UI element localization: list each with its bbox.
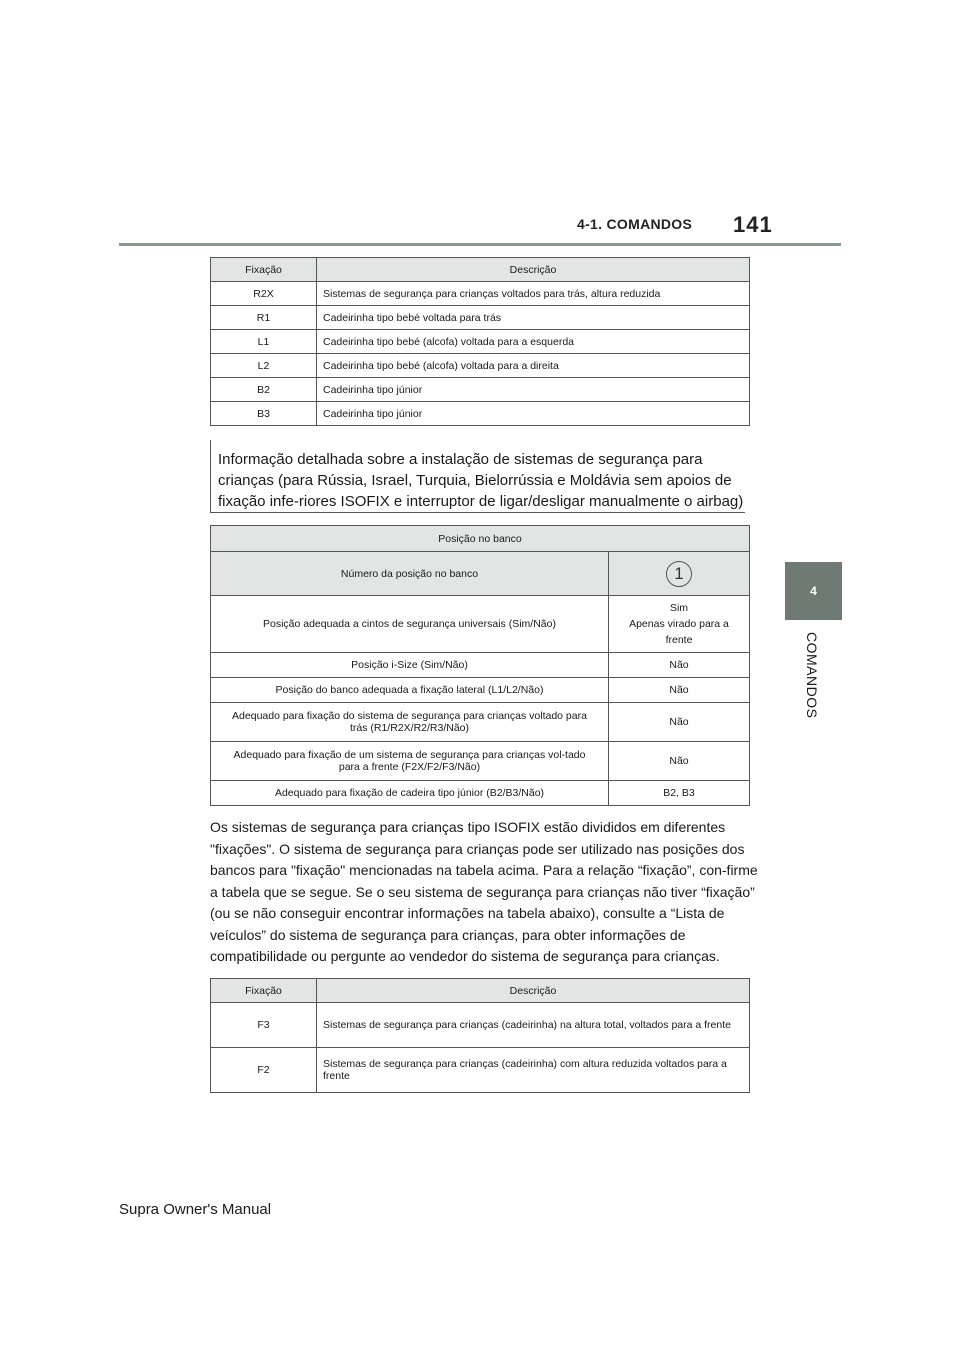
- criterion-label: Posição do banco adequada a fixação lateral (L1/L2/Não): [211, 678, 609, 703]
- fixation-description: Sistemas de segurança para crianças (cadeirinha) na altura total, voltados para a frente: [317, 1003, 750, 1048]
- table-row: [211, 402, 750, 426]
- table-row: [211, 330, 750, 354]
- criterion-label: Adequado para fixação de cadeira tipo júnior (B2/B3/Não): [211, 781, 609, 806]
- fixation-description: Cadeirinha tipo júnior: [317, 402, 750, 426]
- table-row: [211, 653, 750, 678]
- chapter-number: 4: [810, 584, 817, 598]
- value-line: Sim: [669, 602, 689, 614]
- criterion-value: Não: [609, 703, 750, 742]
- column-header: Descrição: [317, 979, 750, 1003]
- fixation-code: B2: [211, 378, 317, 402]
- criterion-label: Adequado para fixação do sistema de segurança para crianças voltado para trás (R1/R2X/R2/R3/Não): [211, 703, 609, 742]
- fixation-description: Cadeirinha tipo bebé (alcofa) voltada para a direita: [317, 354, 750, 378]
- footer-manual-title: Supra Owner's Manual: [119, 1201, 272, 1218]
- table-row: [211, 781, 750, 806]
- criterion-label: Adequado para fixação de um sistema de segurança para crianças vol-tado para a frente (F2X/F2/F3/Não): [211, 742, 609, 781]
- fixation-code: F2: [211, 1048, 317, 1093]
- seat-number-badge: 1: [666, 561, 692, 587]
- fixation-code: R1: [211, 306, 317, 330]
- table-row: [211, 742, 750, 781]
- table-title-row: [211, 526, 750, 552]
- table-row: [211, 306, 750, 330]
- criterion-value: [609, 596, 750, 653]
- table-header-row: [211, 979, 750, 1003]
- page-number: 141: [733, 212, 773, 237]
- fixation-description: Sistemas de segurança para crianças voltados para trás, altura reduzida: [317, 282, 750, 306]
- fixation-description: Cadeirinha tipo bebé voltada para trás: [317, 306, 750, 330]
- table-row: [211, 1048, 750, 1093]
- chapter-label: COMANDOS: [804, 632, 820, 719]
- seat-number-cell: [609, 552, 750, 596]
- criterion-value: Não: [609, 742, 750, 781]
- installation-note: Informação detalhada sobre a instalação de sistemas de segurança para crianças (para Rússia, Israel, Turquia, Bielorrússia e Moldávia sem apoios de fixação infe-riores ISOFIX e interruptor de ligar/desligar manualmente o airbag): [210, 440, 745, 513]
- criterion-label: Posição adequada a cintos de segurança universais (Sim/Não): [211, 596, 609, 653]
- fixation-description: Cadeirinha tipo júnior: [317, 378, 750, 402]
- table-header-row: [211, 258, 750, 282]
- fixation-code: B3: [211, 402, 317, 426]
- fixation-table: [210, 978, 750, 1093]
- criterion-value: B2, B3: [609, 781, 750, 806]
- fixation-description: Cadeirinha tipo bebé (alcofa) voltada para a esquerda: [317, 330, 750, 354]
- column-header: Fixação: [211, 979, 317, 1003]
- criterion-value: Não: [609, 653, 750, 678]
- table-row: [211, 596, 750, 653]
- table-row: [211, 282, 750, 306]
- criterion-value: Não: [609, 678, 750, 703]
- fixation-table: [210, 257, 750, 426]
- chapter-tab: [785, 562, 842, 620]
- table-row: [211, 703, 750, 742]
- section-title: 4-1. COMANDOS: [577, 216, 693, 232]
- seat-position-table: [210, 525, 750, 806]
- column-header: Fixação: [211, 258, 317, 282]
- seat-number-row: [211, 552, 750, 596]
- table-row: [211, 1003, 750, 1048]
- fixation-description: Sistemas de segurança para crianças (cadeirinha) com altura reduzida voltados para a frente: [317, 1048, 750, 1093]
- fixation-code: R2X: [211, 282, 317, 306]
- body-paragraph: Os sistemas de segurança para crianças tipo ISOFIX estão divididos em diferentes "fixações". O sistema de segurança para crianças pode ser utilizado nas posições dos bancos para "fixação" mencionadas na tabela acima. Para a relação “fixação”, con-firme a tabela que se segue. Se o seu sistema de segurança para crianças não tiver “fixação” (ou se não conseguir encontrar informações na tabela abaixo), consulte a “Lista de veículos” do sistema de segurança para crianças, para obter informações de compatibilidade ou pergunte ao vendedor do sistema de segurança para crianças.: [210, 819, 758, 964]
- fixation-code: F3: [211, 1003, 317, 1048]
- fixation-code: L1: [211, 330, 317, 354]
- column-header: Descrição: [317, 258, 750, 282]
- table-row: [211, 354, 750, 378]
- criterion-label: Posição i-Size (Sim/Não): [211, 653, 609, 678]
- table-row: [211, 678, 750, 703]
- seat-number-label: Número da posição no banco: [211, 552, 609, 596]
- header-divider: [119, 243, 841, 246]
- fixation-code: L2: [211, 354, 317, 378]
- value-line: Apenas virado para a frente: [629, 618, 729, 646]
- table-row: [211, 378, 750, 402]
- table-title: Posição no banco: [211, 526, 750, 552]
